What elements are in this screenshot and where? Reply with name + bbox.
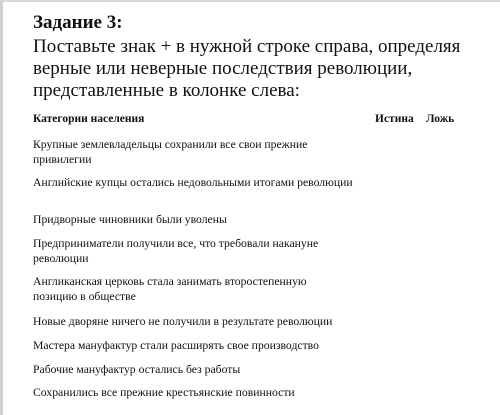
table-row: Мастера мануфактур стали расширять свое производство [33, 339, 319, 352]
table-row: Новые дворяне ничего не получили в результате революции [33, 315, 333, 328]
table-row: Рабочие мануфактур остались без работы [33, 363, 241, 376]
task-title: Задание 3: [33, 12, 123, 33]
table-row: Английские купцы остались недовольными итогами революции [33, 176, 353, 189]
table-row: Предприниматели получили все, что требовали накануне революции [33, 237, 319, 265]
header-false: Ложь [426, 113, 455, 125]
table-row: Крупные землевладельцы сохранили все свои прежние привилегии [33, 138, 308, 166]
task-instructions: Поставьте знак + в нужной строке справа, определяя верные или неверные последствия революции, представленные в колонке слева: [33, 36, 461, 101]
header-true: Истина [375, 113, 414, 125]
table-row: Придворные чиновники были уволены [33, 213, 227, 226]
header-category: Категории населения [33, 113, 145, 125]
table-row: Сохранились все прежние крестьянские повинности [33, 386, 295, 399]
table-row: Англиканская церковь стала занимать второстепенную позицию в обществе [33, 275, 307, 303]
